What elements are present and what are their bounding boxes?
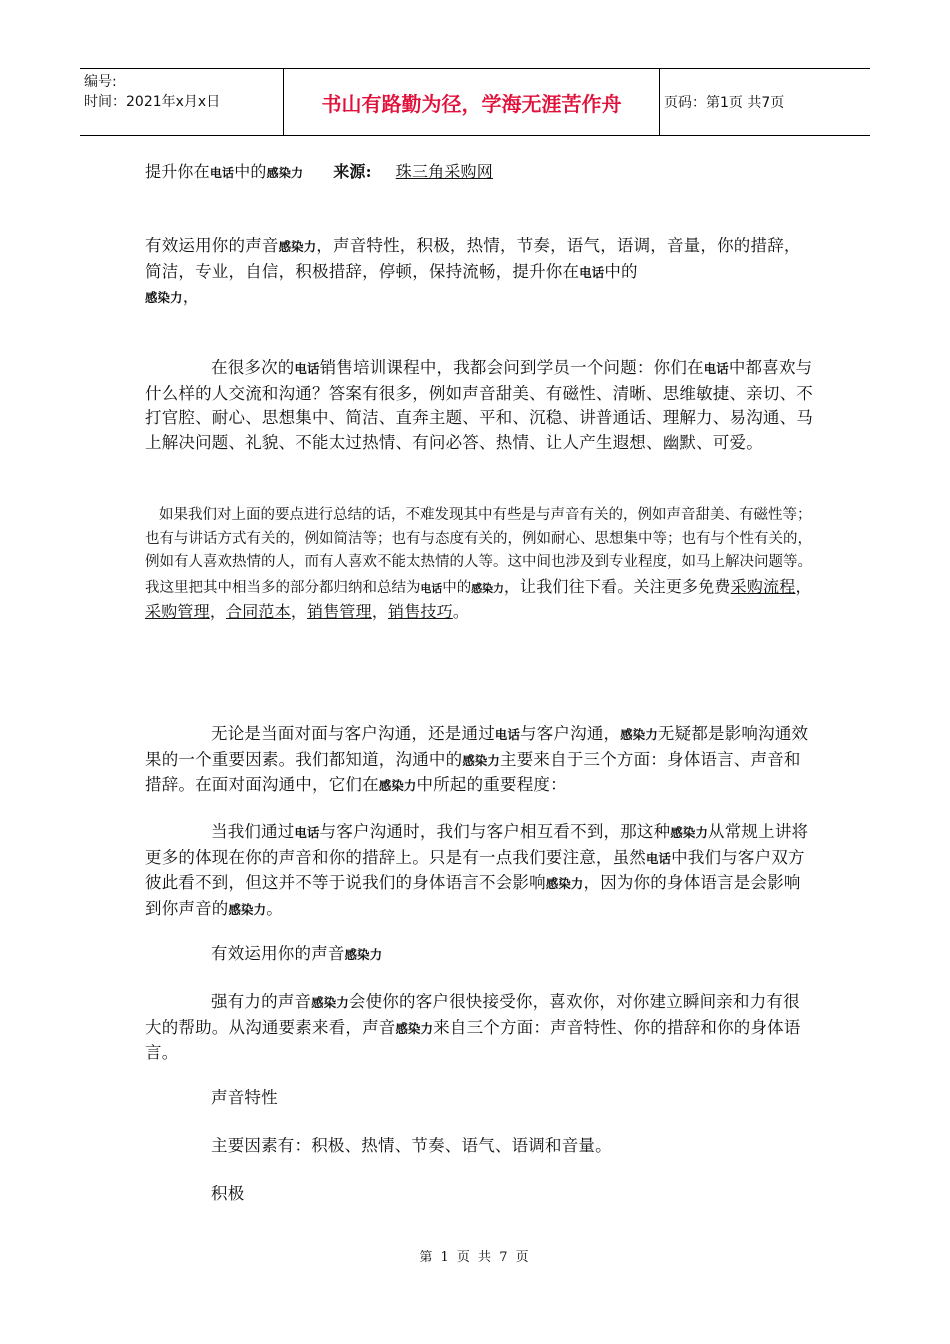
header-left-cell <box>80 69 284 135</box>
title-text: 提升你在 <box>145 162 210 181</box>
keyword: 感染力 <box>278 240 317 254</box>
title-keyword: 电话 <box>209 166 235 180</box>
text: 中的 <box>442 579 472 596</box>
link-contract-template[interactable]: 合同范本 <box>226 602 291 621</box>
keyword: 电话 <box>579 265 605 280</box>
text: 中我们与客户双方彼此看不到，但这并不等于说我们的身体语言不会影响 <box>145 847 805 892</box>
text: ， <box>290 602 308 621</box>
keyword: 感染力 <box>378 779 417 793</box>
keyword: 感染力 <box>344 948 383 962</box>
text: 在很多次的 <box>211 358 295 377</box>
text: 。 <box>452 602 470 621</box>
text: 主要来自于三个方面：身体语言、声音和措辞。在面对面沟通中，它们在 <box>145 749 801 794</box>
keyword: 感染力 <box>471 581 504 595</box>
paragraph-2 <box>145 504 815 626</box>
date-label: 时间：2021年x月x日 <box>84 94 221 110</box>
text: 有效运用你的声音 <box>211 944 345 963</box>
keyword: 电话 <box>294 826 320 840</box>
keyword: 感染力 <box>145 291 183 305</box>
intro-paragraph <box>145 234 815 311</box>
text: 销售培训课程中，我都会问到学员一个问题：你们在 <box>319 358 704 377</box>
paragraph-4 <box>145 820 815 922</box>
text: 声音特性 <box>211 1088 278 1107</box>
text: 中的 <box>604 261 638 281</box>
keyword: 电话 <box>420 581 443 595</box>
text: 。 <box>266 898 283 918</box>
title-text: 中的 <box>234 162 267 181</box>
keyword: 感染力 <box>462 753 500 768</box>
text: 强有力的声音 <box>211 992 312 1011</box>
paragraph-6 <box>145 1134 815 1159</box>
header-table <box>80 68 870 136</box>
paragraph-3 <box>145 722 815 799</box>
keyword: 电话 <box>703 362 729 376</box>
text: 无疑都是影响沟通效果的一个重要因素。我们都知道，沟通中的 <box>145 724 809 769</box>
serial-label: 编号: <box>84 74 117 90</box>
text: 与客户沟通时，我们与客户相互看不到，那这种 <box>319 822 671 841</box>
text: ，声音特性，积极，热情，节奏，语气，语调，音量，你的措辞，简洁，专业，自信，积极措辞，停顿，保持流畅，提升你在 <box>145 236 801 281</box>
keyword: 电话 <box>646 851 672 866</box>
header-motto: 书山有路勤为径，学海无涯苦作舟 <box>284 69 660 135</box>
text: 无论是当面对面与客户沟通，还是通过 <box>211 724 495 743</box>
title-keyword: 感染力 <box>266 166 304 180</box>
document-title <box>145 160 815 186</box>
text: 有效运用你的声音 <box>145 236 279 255</box>
keyword: 感染力 <box>311 996 349 1010</box>
link-purchase-process[interactable]: 采购流程 <box>730 576 796 596</box>
link-sales-management[interactable]: 销售管理 <box>307 602 372 621</box>
text: ，因为你的身体语言是会影响到你声音的 <box>145 873 801 918</box>
heading-voice-appeal <box>145 942 815 968</box>
text: 来自三个方面：声音特性、你的措辞和你的身体语言。 <box>145 1017 801 1062</box>
keyword: 电话 <box>294 362 320 376</box>
text: 从常规上讲将更多的体现在你的声音和你的措辞上。只是有一点我们要注意，虽然 <box>145 822 809 867</box>
heading-voice-traits <box>145 1086 815 1111</box>
text: 与客户沟通， <box>520 724 621 743</box>
keyword: 感染力 <box>620 728 658 742</box>
keyword: 感染力 <box>670 826 709 840</box>
text: ， <box>209 602 227 621</box>
paragraph-5 <box>145 990 815 1066</box>
keyword: 电话 <box>494 728 521 742</box>
heading-positive <box>145 1182 815 1207</box>
link-sales-skills[interactable]: 销售技巧 <box>388 602 453 621</box>
text: 积极 <box>211 1184 245 1203</box>
text: 如果我们对上面的要点进行总结的话，不难发现其中有些是与声音有关的，例如声音甜美、有磁性等；也有与讲话方式有关的，例如简洁等；也有与态度有关的，例如耐心、思想集中等；也有与个性有关的，例如有人喜欢热情的人，而有人喜欢不能太热情的人等。这中间也涉及到专业程度，如马上解决问题等。我这里把其中相当多的部分都归纳和总结为 <box>145 507 812 596</box>
header-page-info: 页码：第1页 共7页 <box>664 95 785 111</box>
text: 中都喜欢与什么样的人交流和沟通？答案有很多，例如声音甜美、有磁性、清晰、思维敏捷、亲切、不打官腔、耐心、思想集中、简洁、直奔主题、平和、沉稳、讲普通话、理解力、易沟通、马上解决问题、礼貌、不能太过热情、有问必答、热情、让人产生遐想、幽默、可爱。 <box>145 358 813 452</box>
text: ，让我们往下看。关注更多免费 <box>503 576 731 596</box>
source-label: 来源: <box>333 162 372 181</box>
text: ， <box>795 576 812 596</box>
text: 主要因素有：积极、热情、节奏、语气、语调和音量。 <box>211 1136 612 1155</box>
text: ， <box>182 287 200 306</box>
page-footer: 第 1 页 共 7 页 <box>419 1250 531 1265</box>
text: ， <box>371 602 389 621</box>
paragraph-1 <box>145 356 815 455</box>
text: 会使你的客户很快接受你，喜欢你，对你建立瞬间亲和力有很大的帮助。从沟通要素来看，声音 <box>145 992 800 1037</box>
keyword: 感染力 <box>228 902 267 917</box>
keyword: 感染力 <box>395 1021 434 1036</box>
keyword: 感染力 <box>545 877 584 891</box>
text: 当我们通过 <box>211 822 295 841</box>
source-link[interactable]: 珠三角采购网 <box>395 162 493 181</box>
text: 中所起的重要程度： <box>416 775 567 794</box>
link-purchase-management[interactable]: 采购管理 <box>145 602 210 621</box>
